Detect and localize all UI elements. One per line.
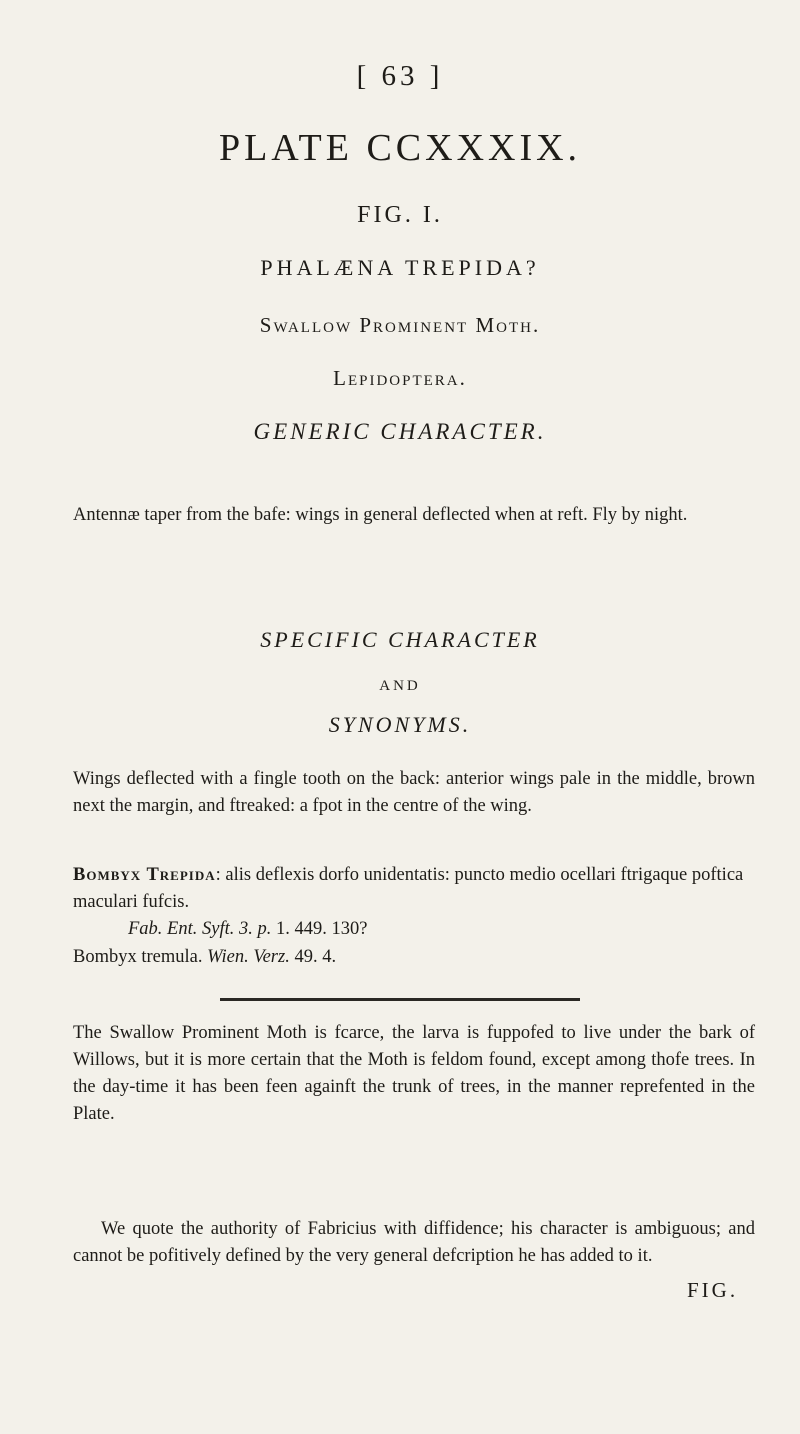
reference-location: 49. 4. xyxy=(294,947,337,967)
specific-character-heading: SPECIFIC CHARACTER xyxy=(260,627,540,652)
synonym-bombyx-trepida xyxy=(73,862,763,943)
body-paragraph-2: We quote the authority of Fabricius with diffidence; his character is ambiguous; and cannot be pofitively defined by the very general defcription he has added to it. xyxy=(73,1219,755,1266)
synonym-name: Bombyx tremula. xyxy=(73,947,203,967)
synonyms-heading: SYNONYMS. xyxy=(328,712,472,737)
figure-label: FIG. I. xyxy=(357,202,443,228)
species-name: PHALÆNA TREPIDA? xyxy=(260,255,540,280)
reference-location: 1. 449. 130? xyxy=(275,919,368,939)
synonym-reference xyxy=(73,916,763,943)
generic-character-heading: GENERIC CHARACTER. xyxy=(253,419,547,444)
reference-source: Wien. Verz. xyxy=(207,947,290,967)
common-name: Swallow Prominent Moth. xyxy=(259,313,541,337)
specific-character-text: Wings deflected with a fingle tooth on the back: anterior wings pale in the middle, brown next the margin, and ftreaked: a fpot in the centre of the wing. xyxy=(73,769,755,816)
synonym-bombyx-tremula xyxy=(73,944,763,971)
reference-source: Fab. Ent. Syft. 3. p. xyxy=(128,919,272,939)
order-name: Lepidoptera. xyxy=(333,366,467,390)
generic-character-text: Antennæ taper from the bafe: wings in general deflected when at reft. Fly by night. xyxy=(73,505,688,525)
catchword: FIG. xyxy=(687,1278,739,1302)
section-divider xyxy=(220,998,580,1001)
page-number: [ 63 ] xyxy=(356,60,444,92)
body-paragraph-1: The Swallow Prominent Moth is fcarce, the larva is fuppofed to live under the bark of Willows, but it is more certain that the Moth is feldom found, except among thofe trees. In the day-time it has been feen againft the trunk of trees, in the manner reprefented in the Plate. xyxy=(73,1023,755,1124)
synonym-description: : alis deflexis dorfo unidentatis: puncto medio ocellari ftrigaque poftica maculari fufcis. xyxy=(73,865,744,912)
plate-title: PLATE CCXXXIX. xyxy=(218,127,582,169)
and-label: AND xyxy=(379,678,421,694)
synonym-name: Bombyx Trepida xyxy=(73,865,216,885)
